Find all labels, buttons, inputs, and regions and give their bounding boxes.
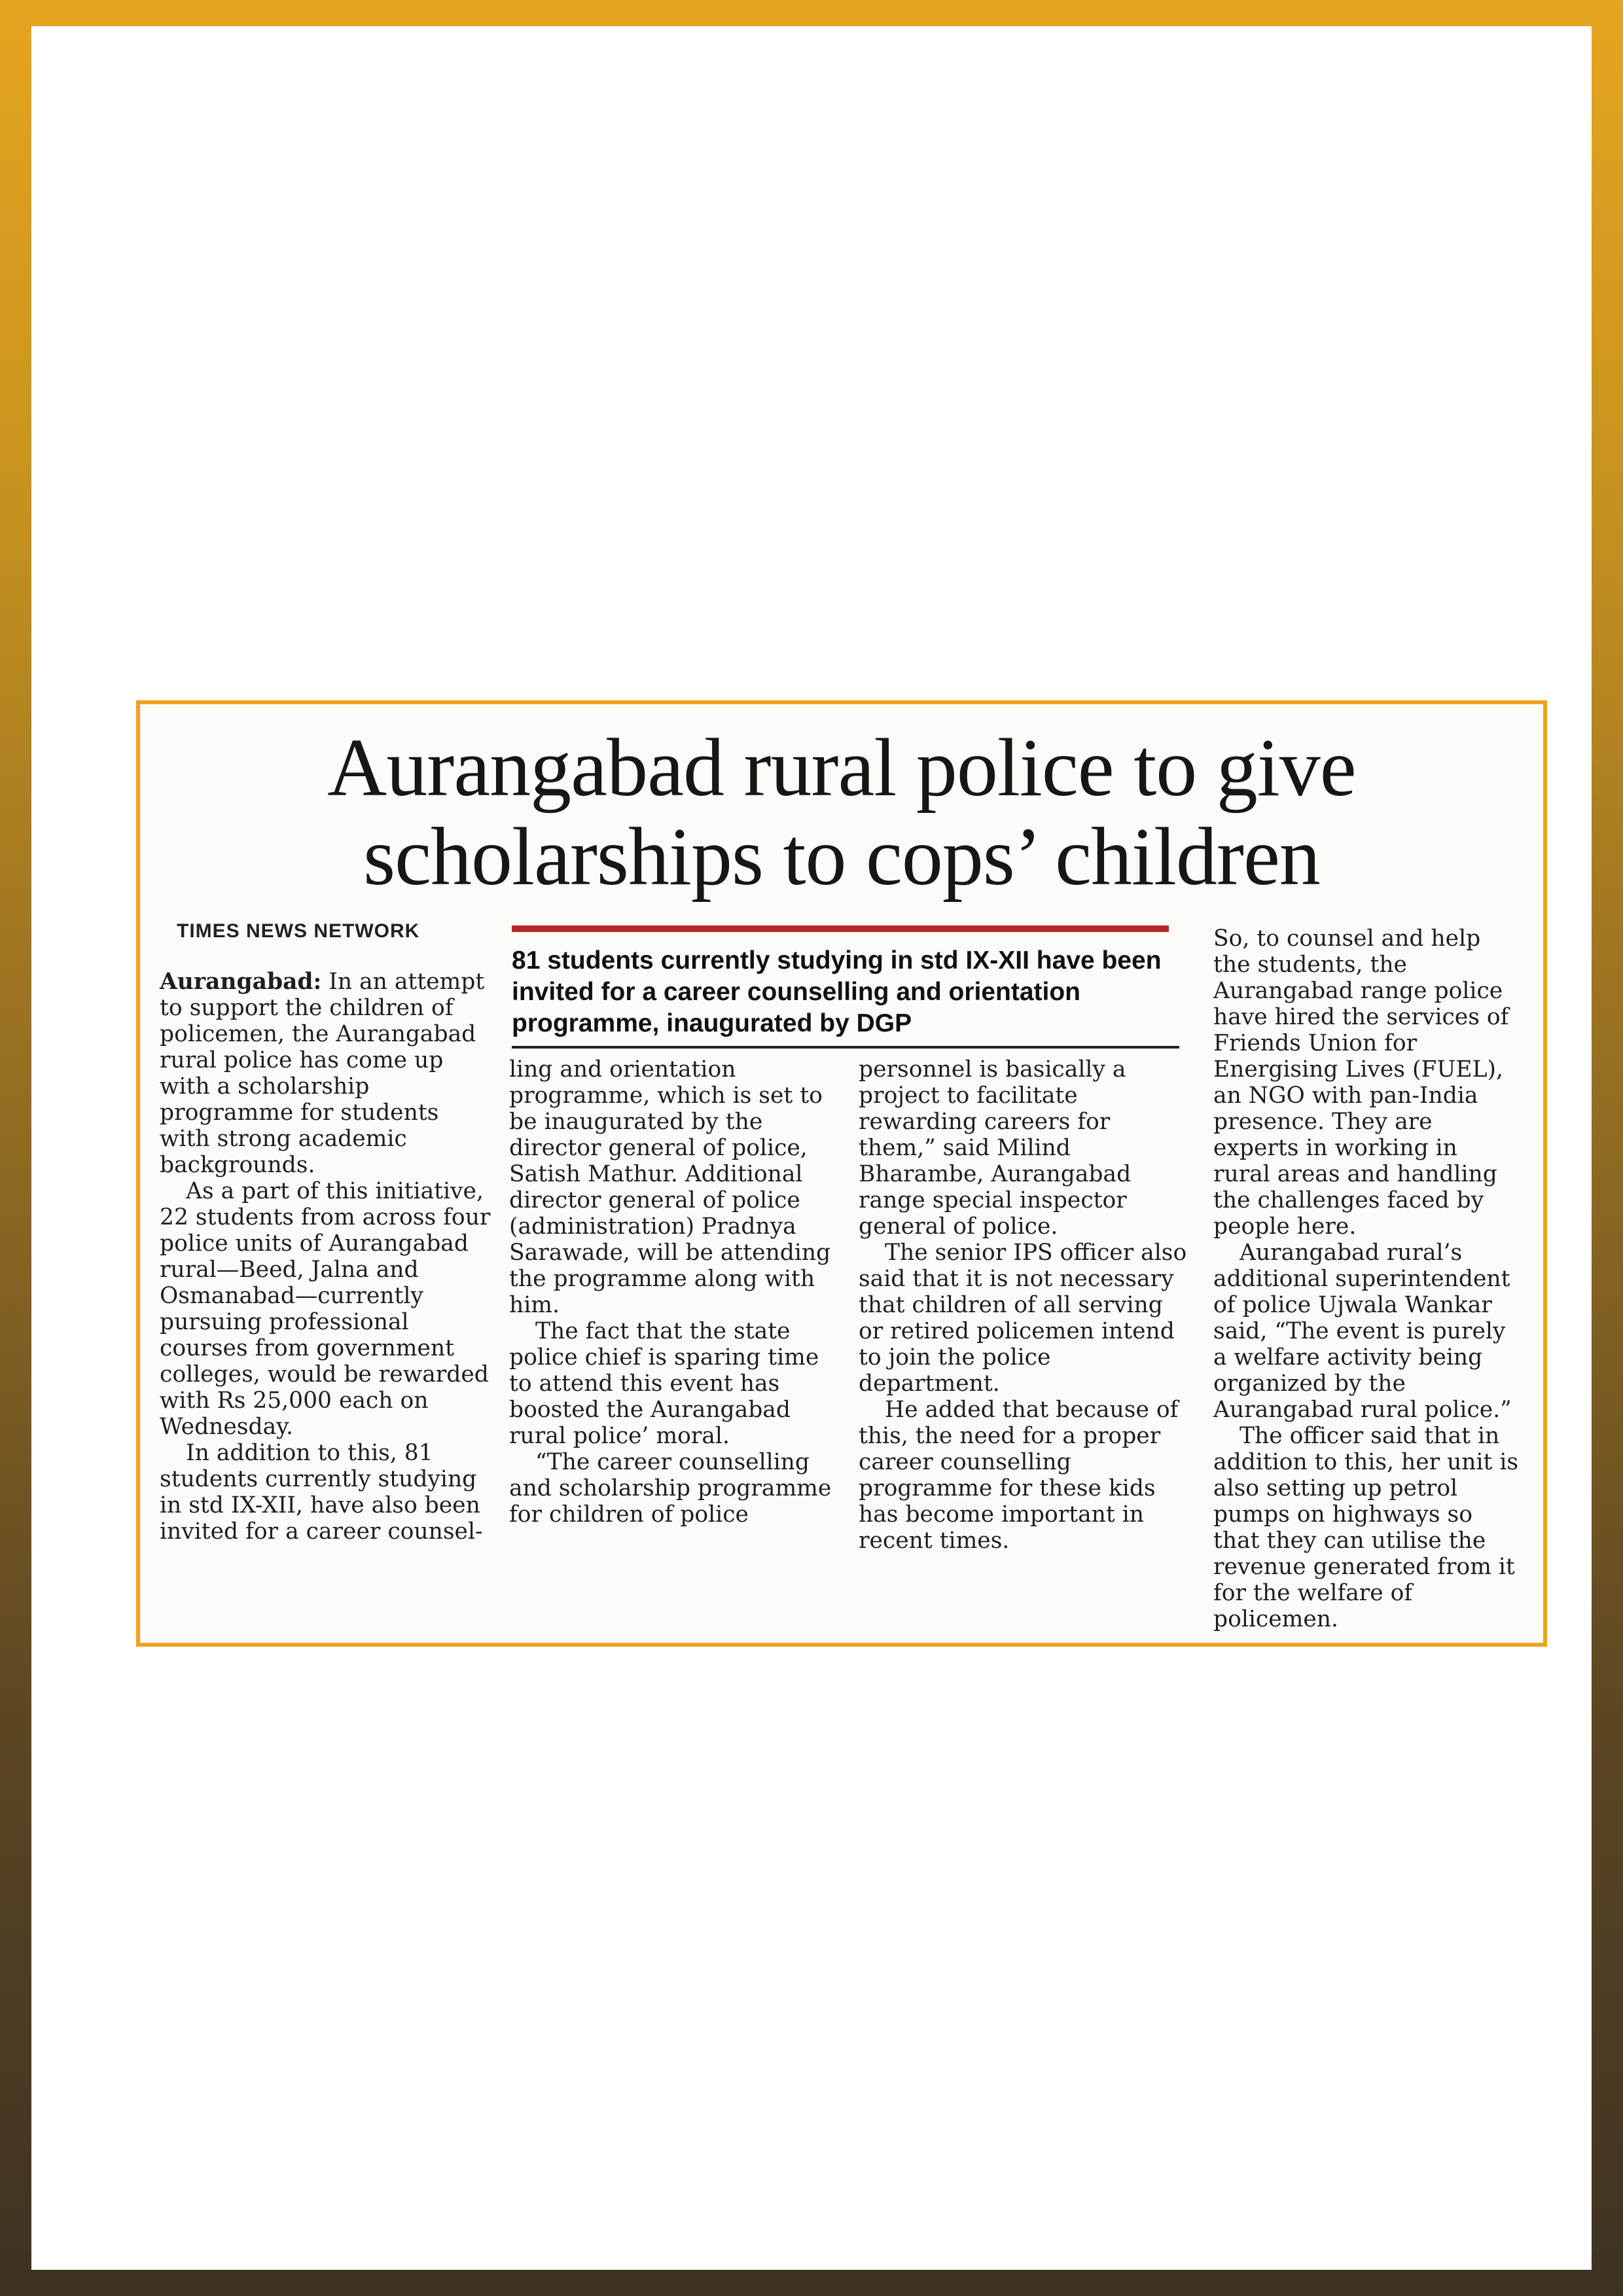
paragraph: The senior IPS officer also said that it is not necessary that children of all serving or retired policemen intend to join the police department. — [859, 1240, 1187, 1397]
paragraph: ling and orientation programme, which is set to be inaugurated by the director general of police, Satish Mathur. Additional director general of police (administration) Pradnya Sarawade, will be attending the programme along with him. — [509, 1056, 831, 1318]
paragraph — [160, 969, 493, 1178]
column-4 — [1213, 925, 1521, 1632]
paragraph: As a part of this initiative, 22 students from across four police units of Aurangabad rural—Beed, Jalna and Osmanabad—currently pursuing professional courses from government colleges, would be rewarded with Rs 25,000 each on Wednesday. — [160, 1178, 491, 1440]
page-background — [31, 26, 1592, 2270]
byline: TIMES NEWS NETWORK — [177, 920, 420, 942]
headline-line-2: scholarships to cops’ children — [363, 812, 1320, 903]
newspaper-clipping — [136, 700, 1547, 1647]
paragraph: The officer said that in addition to this, her unit is also setting up petrol pumps on highways so that they can utilise the revenue generated from it for the welfare of policemen. — [1213, 1423, 1519, 1632]
paragraph-text: In an attempt to support the children of policemen, the Aurangabad rural police has come up with a scholarship programme for students with strong academic backgrounds. — [160, 969, 485, 1178]
paragraph: Aurangabad rural’s additional superintendent of police Ujwala Wankar said, “The event is purely a welfare activity being organized by the Aurangabad rural police.” — [1213, 1240, 1512, 1423]
paragraph: The fact that the state police chief is sparing time to attend this event has boosted the Aurangabad rural police’ moral. — [509, 1318, 819, 1449]
paragraph: In addition to this, 81 students currently studying in std IX-XII, have also been invited for a career counsel- — [160, 1440, 483, 1545]
column-3 — [859, 1056, 1192, 1554]
paragraph: He added that because of this, the need for a proper career counselling programme for these kids has become important in recent times. — [859, 1397, 1179, 1554]
paragraph: personnel is basically a project to facilitate rewarding careers for them,” said Milind Bharambe, Aurangabad range special inspector general of police. — [859, 1056, 1132, 1240]
dateline: Aurangabad: — [160, 969, 322, 995]
pullquote-top-rule — [512, 925, 1169, 932]
headline-line-1: Aurangabad rural police to give — [327, 723, 1356, 814]
paragraph: So, to counsel and help the students, the Aurangabad range police have hired the services of Friends Union for Energising Lives (FUEL), an NGO with pan-India presence. They are experts in working in rural areas and handling the challenges faced by people here. — [1213, 925, 1509, 1240]
column-1 — [160, 969, 493, 1545]
pullquote-bottom-rule — [512, 1046, 1179, 1049]
paragraph: “The career counselling and scholarship programme for children of police — [509, 1449, 832, 1528]
column-2 — [509, 1056, 836, 1528]
pullquote: 81 students currently studying in std IX-XII have been invited for a career counselling and orientation programme, inaugurated by DGP — [512, 946, 1162, 1037]
